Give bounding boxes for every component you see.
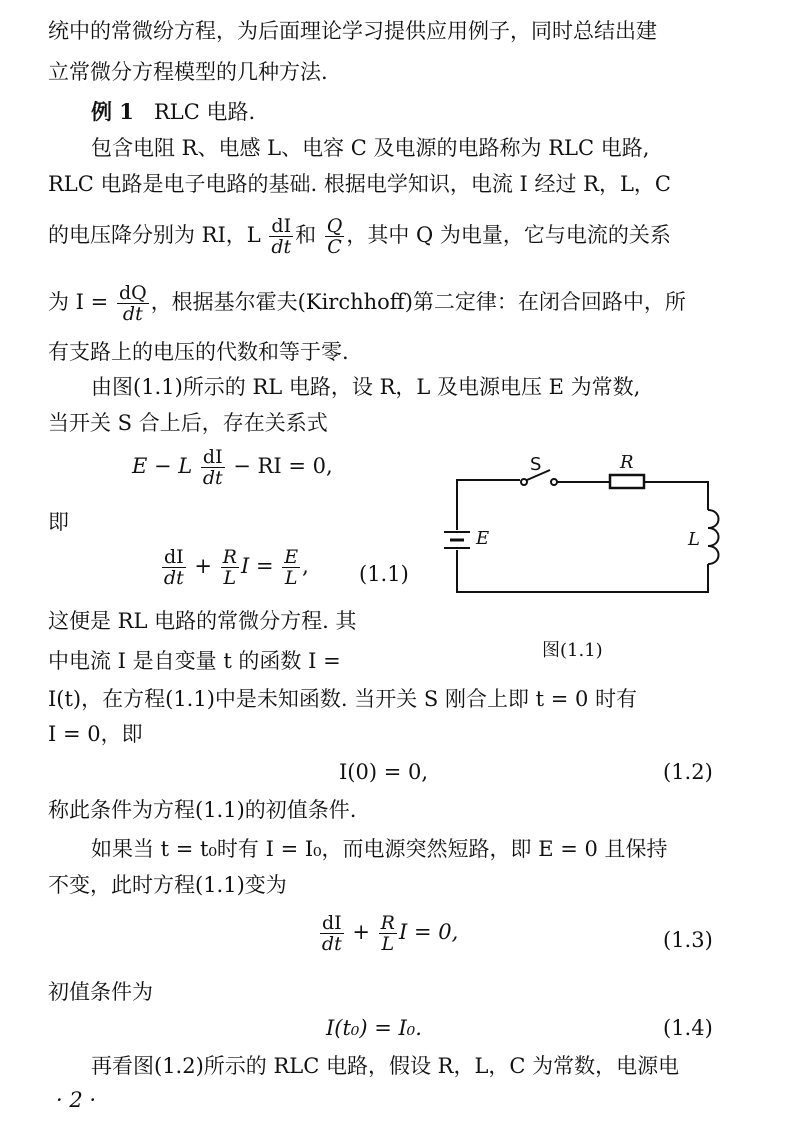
fraction-dI-dt — [162, 547, 186, 588]
equation-number: (1.4) — [663, 1016, 713, 1040]
fraction-dI-dt — [201, 447, 225, 488]
text-line: I = 0，即 — [48, 722, 143, 746]
fraction-dI-dt — [269, 216, 293, 257]
denominator: dt — [202, 467, 223, 489]
text-line: 如果当 t = t₀时有 I = I₀，而电源突然短路，即 E = 0 且保持 — [91, 837, 668, 861]
denominator: L — [223, 567, 237, 589]
label-E: E — [476, 528, 490, 549]
numerator: dQ — [118, 282, 147, 304]
text-line-with-fractions — [48, 283, 686, 324]
denominator: dt — [271, 236, 292, 258]
text-line: 不变，此时方程(1.1)变为 — [48, 873, 287, 897]
resistor — [610, 475, 644, 488]
equation-number: (1.3) — [663, 928, 713, 952]
switch-contact — [551, 479, 557, 485]
text-fragment: 和 — [295, 223, 317, 247]
text-line: 再看图(1.2)所示的 RLC 电路，假设 R，L，C 为常数，电源电 — [91, 1054, 680, 1078]
label-S: S — [530, 454, 542, 475]
label-R: R — [620, 452, 634, 473]
denominator: dt — [122, 303, 143, 325]
equation-1-2: I(0) = 0, — [339, 760, 429, 784]
equation-part: , — [302, 554, 309, 578]
text-line: I(t)，在方程(1.1)中是未知函数. 当开关 S 刚合上即 t = 0 时有 — [48, 687, 638, 711]
text-line: 有支路上的电压的代数和等于零. — [48, 340, 349, 364]
text-line: 这便是 RL 电路的常微分方程. 其 — [48, 609, 357, 633]
circuit-wire — [644, 482, 708, 510]
equation-part: E − L — [132, 454, 193, 478]
fraction-E-L — [282, 547, 300, 588]
numerator: Q — [326, 215, 343, 237]
circuit-wire — [457, 550, 708, 592]
numerator: R — [380, 912, 395, 934]
text-line: RLC 电路是电子电路的基础. 根据电学知识，电流 I 经过 R，L，C — [48, 172, 671, 196]
numerator: R — [222, 546, 237, 568]
equation-kirchhoff — [132, 447, 333, 488]
text-line: 当开关 S 合上后，存在关系式 — [48, 411, 328, 435]
equation-1-1 — [160, 547, 309, 588]
fraction-dQ-dt — [117, 283, 149, 324]
inductor-coil — [708, 510, 719, 564]
text-line: 即 — [48, 510, 69, 534]
equation-part: − RI = 0, — [233, 454, 333, 478]
text-fragment: ，其中 Q 为电量，它与电流的关系 — [346, 223, 671, 247]
circuit-wire — [457, 480, 520, 530]
rl-circuit-figure — [430, 452, 730, 652]
text-line: 统中的常微纷方程，为后面理论学习提供应用例子，同时总结出建 — [48, 19, 657, 43]
text-fragment: 为 I = — [48, 290, 109, 314]
numerator: dI — [271, 215, 292, 237]
text-line-with-fractions — [48, 216, 671, 257]
equation-number: (1.2) — [663, 760, 713, 784]
equation-part: + — [194, 554, 212, 578]
example-heading — [91, 97, 255, 127]
text-fragment: ，根据基尔霍夫(Kirchhoff)第二定律：在闭合回路中，所 — [150, 290, 686, 314]
equation-part: I = 0, — [398, 920, 459, 944]
equation-part: + — [352, 920, 370, 944]
example-label: 例 1 — [91, 99, 134, 124]
denominator: dt — [321, 933, 342, 955]
numerator: dI — [202, 446, 223, 468]
figure-caption: 图(1.1) — [542, 640, 603, 661]
switch-contact — [521, 479, 527, 485]
text-line: 中电流 I 是自变量 t 的函数 I = — [48, 649, 341, 673]
label-L: L — [688, 529, 700, 550]
equation-number: (1.1) — [359, 562, 409, 586]
text-line: 由图(1.1)所示的 RL 电路，设 R，L 及电源电压 E 为常数, — [91, 375, 641, 399]
fraction-R-L — [221, 547, 239, 588]
numerator: dI — [164, 546, 184, 568]
denominator: L — [284, 567, 298, 589]
numerator: E — [284, 546, 299, 568]
fraction-dI-dt — [320, 913, 344, 954]
denominator: L — [381, 933, 395, 955]
equation-part: I = — [240, 554, 274, 578]
page-number: · 2 · — [56, 1088, 97, 1112]
equation-1-4: I(t₀) = I₀. — [326, 1016, 422, 1040]
denominator: dt — [163, 567, 184, 589]
fraction-R-L — [379, 913, 397, 954]
text-line: 称此条件为方程(1.1)的初值条件. — [48, 798, 357, 822]
equation-1-3 — [318, 913, 458, 954]
numerator: dI — [322, 912, 342, 934]
text-line: 初值条件为 — [48, 980, 153, 1004]
text-fragment: 的电压降分别为 RI，L — [48, 223, 261, 247]
example-title: RLC 电路. — [153, 100, 256, 124]
text-line: 包含电阻 R、电感 L、电容 C 及电源的电路称为 RLC 电路, — [91, 136, 650, 160]
fraction-Q-C — [325, 216, 345, 257]
denominator: C — [327, 236, 342, 258]
text-line: 立常微分方程模型的几种方法. — [48, 60, 328, 84]
